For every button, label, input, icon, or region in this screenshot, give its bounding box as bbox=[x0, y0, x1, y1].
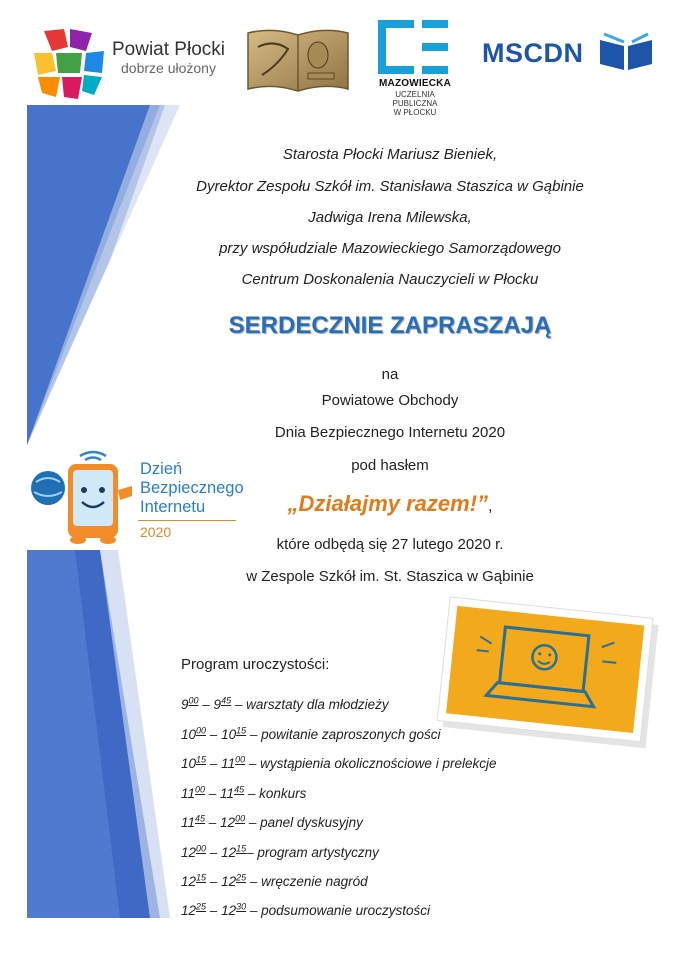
inviter-line-2: Dyrektor Zespołu Szkół im. Stanisława Staszica w Gąbinie bbox=[196, 178, 584, 195]
schedule-start-minutes: 00 bbox=[195, 784, 206, 795]
date-line: które odbędą się 27 lutego 2020 r. bbox=[276, 536, 504, 553]
schedule-separator: – bbox=[206, 903, 222, 918]
powiat-plocki-logo-text bbox=[112, 40, 225, 76]
inviter-line-1: Starosta Płocki Mariusz Bieniek, bbox=[282, 146, 498, 163]
schedule-row bbox=[181, 845, 379, 860]
schedule-activity: – panel dyskusyjny bbox=[245, 815, 363, 830]
schedule-start-hour: 12 bbox=[181, 903, 197, 918]
schedule-activity: – wręczenie nagród bbox=[246, 874, 368, 889]
schedule-separator: – bbox=[206, 845, 222, 860]
inviter-line-3: Jadwiga Irena Milewska, bbox=[308, 209, 472, 226]
dbi-line-2: Bezpiecznego bbox=[140, 479, 244, 497]
schedule-row bbox=[181, 815, 363, 830]
inviter-line-4: przy współudziale Mazowieckiego Samorządowego bbox=[219, 240, 561, 257]
schedule-end-minutes: 15 bbox=[236, 725, 247, 736]
schedule-start-hour: 10 bbox=[181, 756, 197, 771]
dbi-logo-text bbox=[140, 460, 244, 517]
schedule-end-hour: 10 bbox=[221, 727, 237, 742]
schedule-separator: – bbox=[205, 815, 221, 830]
mazowiecka-uczelnia-logo-icon bbox=[376, 20, 454, 76]
schedule-row bbox=[181, 756, 496, 771]
schedule-activity: – podsumowanie uroczystości bbox=[246, 903, 430, 918]
event-line-2: Dnia Bezpiecznego Internetu 2020 bbox=[274, 424, 506, 441]
schedule-start-hour: 11 bbox=[181, 786, 196, 801]
place-line: w Zespole Szkół im. St. Staszica w Gąbinie bbox=[246, 568, 534, 585]
schedule-end-hour: 9 bbox=[213, 697, 222, 712]
schedule-end-hour: 12 bbox=[220, 815, 236, 830]
schedule-row bbox=[181, 903, 430, 918]
schedule-activity: – program artystyczny bbox=[246, 845, 379, 860]
program-title: Program uroczystości: bbox=[181, 656, 330, 673]
powiat-plocki-logo-icon bbox=[30, 25, 108, 103]
laptop-illustration-card bbox=[430, 592, 670, 770]
schedule-end-hour: 11 bbox=[221, 756, 236, 771]
schedule-separator: – bbox=[198, 697, 214, 712]
schedule-end-minutes: 15 bbox=[236, 843, 247, 854]
motto-text: „Działajmy razem!” bbox=[287, 491, 489, 516]
schedule-activity: – warsztaty dla młodzieży bbox=[231, 697, 389, 712]
schedule-activity: – konkurs bbox=[244, 786, 307, 801]
schedule-start-hour: 10 bbox=[181, 727, 197, 742]
mazowiecka-title: MAZOWIECKA bbox=[379, 78, 451, 89]
schedule-start-minutes: 00 bbox=[196, 843, 207, 854]
dbi-year: 2020 bbox=[140, 524, 172, 540]
schedule-row bbox=[181, 697, 389, 712]
schedule-end-minutes: 00 bbox=[235, 813, 246, 824]
schedule-separator: – bbox=[206, 756, 222, 771]
schedule-activity: – wystąpienia okolicznościowe i prelekcje bbox=[245, 756, 497, 771]
dbi-divider bbox=[138, 520, 236, 521]
mazowiecka-line2: UCZELNIA PUBLICZNA bbox=[392, 89, 438, 108]
schedule-end-minutes: 45 bbox=[221, 695, 232, 706]
schedule-end-hour: 12 bbox=[221, 903, 237, 918]
schedule-end-hour: 11 bbox=[220, 786, 235, 801]
event-line-1: Powiatowe Obchody bbox=[321, 392, 459, 409]
schedule-start-minutes: 00 bbox=[188, 695, 199, 706]
schedule-start-minutes: 45 bbox=[195, 813, 206, 824]
schedule-start-minutes: 15 bbox=[196, 754, 207, 765]
schedule-end-minutes: 00 bbox=[235, 754, 246, 765]
schedule-end-minutes: 30 bbox=[236, 901, 247, 912]
schedule-start-minutes: 15 bbox=[196, 872, 207, 883]
powiat-subtitle: dobrze ułożony bbox=[121, 59, 216, 76]
dbi-line-1: Dzień bbox=[140, 460, 183, 478]
schedule-end-minutes: 45 bbox=[234, 784, 245, 795]
schedule-separator: – bbox=[206, 874, 222, 889]
schedule-start-hour: 11 bbox=[181, 815, 196, 830]
schedule-row bbox=[181, 727, 440, 742]
smiling-tablet-mascot-icon bbox=[28, 446, 136, 548]
schedule-activity: – powitanie zaproszonych gości bbox=[246, 727, 441, 742]
mazowiecka-line3: W PŁOCKU bbox=[393, 107, 437, 117]
inviter-line-5: Centrum Doskonalenia Nauczycieli w Płocku bbox=[241, 271, 539, 288]
staszic-book-emblem-icon bbox=[244, 25, 352, 97]
dbi-line-3: Internetu bbox=[140, 498, 206, 516]
schedule-start-minutes: 25 bbox=[196, 901, 207, 912]
mscdn-logo-text: MSCDN bbox=[482, 38, 584, 68]
mscdn-book-icon bbox=[598, 30, 654, 72]
schedule-separator: – bbox=[205, 786, 221, 801]
mazowiecka-logo-text bbox=[375, 78, 455, 117]
schedule-start-hour: 12 bbox=[181, 874, 197, 889]
na-text: na bbox=[381, 366, 399, 383]
schedule-separator: – bbox=[206, 727, 222, 742]
schedule-end-minutes: 25 bbox=[236, 872, 247, 883]
headline: SERDECZNIE ZAPRASZAJĄ bbox=[228, 312, 552, 339]
schedule-end-hour: 12 bbox=[221, 874, 237, 889]
schedule-row bbox=[181, 874, 368, 889]
schedule-start-hour: 9 bbox=[181, 697, 189, 712]
motto-comma: , bbox=[488, 498, 493, 515]
schedule-end-hour: 12 bbox=[221, 845, 237, 860]
powiat-title: Powiat Płocki bbox=[112, 39, 225, 60]
schedule-row bbox=[181, 786, 306, 801]
schedule-start-minutes: 00 bbox=[196, 725, 207, 736]
pod-haslem-text: pod hasłem bbox=[351, 457, 429, 474]
schedule-start-hour: 12 bbox=[181, 845, 197, 860]
